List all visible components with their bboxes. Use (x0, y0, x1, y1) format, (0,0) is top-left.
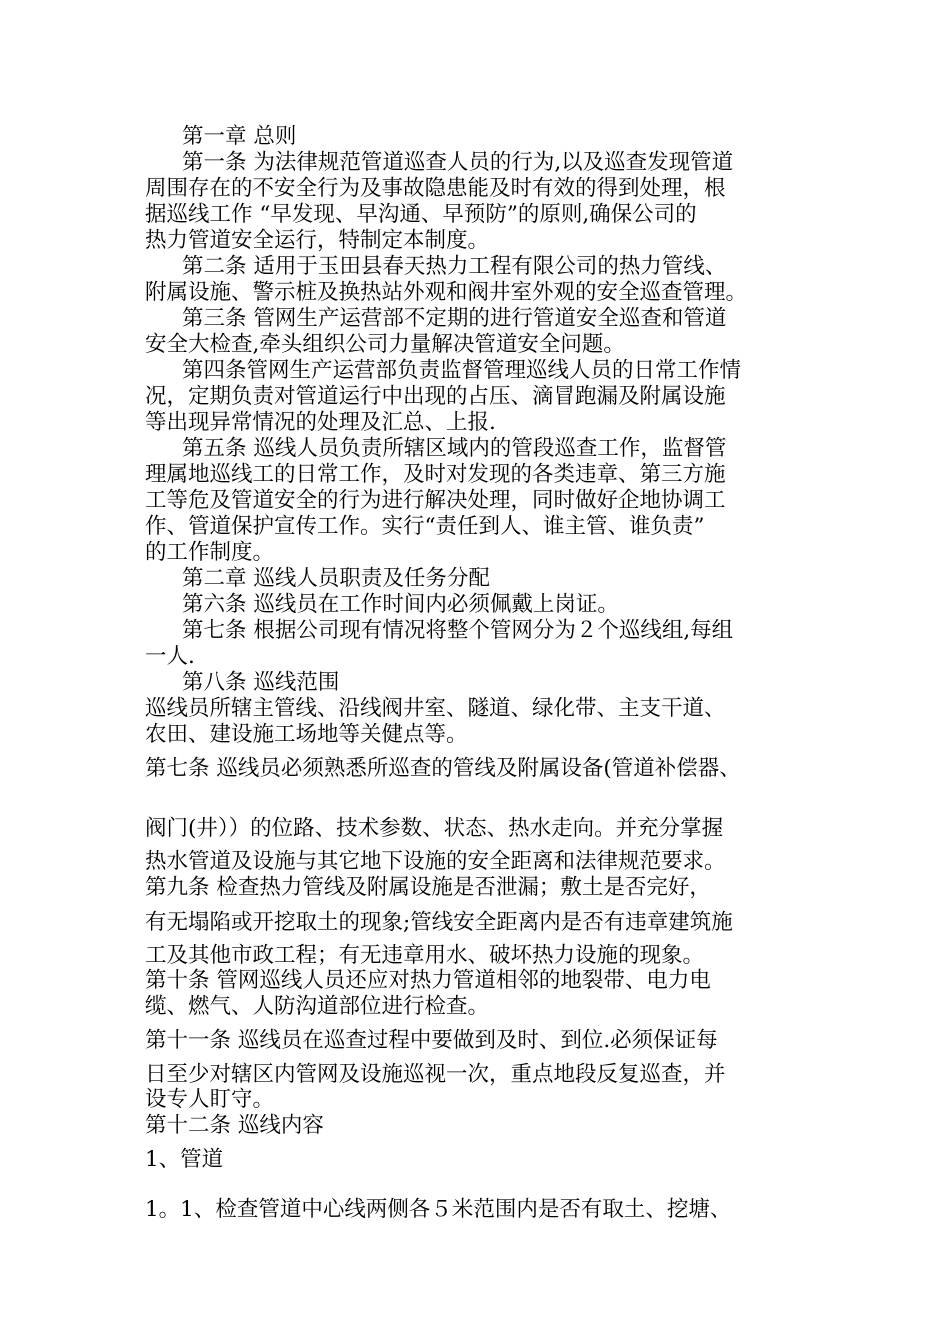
text-line: 第九条 检查热力管线及附属设施是否泄漏；敷土是否完好， (145, 875, 711, 900)
chapter-1-heading: 第一章 总则 (182, 124, 297, 149)
text-line: 理属地巡线工的日常工作，及时对发现的各类违章、第三方施 (145, 462, 726, 487)
text-line: 1、管道 (145, 1147, 224, 1172)
text-line: 第六条 巡线员在工作时间内必须佩戴上岗证。 (182, 592, 619, 617)
text-line: 安全大检查,牵头组织公司力量解决管道安全问题。 (145, 332, 625, 357)
text-line: 况，定期负责对管道运行中出现的占压、滴冒跑漏及附属设施 (145, 384, 726, 409)
text-line: 有无塌陷或开挖取土的现象;管线安全距离内是否有违章建筑施 (145, 910, 733, 935)
text-line: 的工作制度。 (145, 540, 275, 565)
text-line: 据巡线工作 “早发现、早沟通、早预防”的原则,确保公司的 (145, 202, 697, 227)
text-line: 第一条 为法律规范管道巡查人员的行为,以及巡查发现管道 (182, 150, 734, 175)
text-line: 农田、建设施工场地等关健点等。 (145, 722, 468, 747)
text-line: 第八条 巡线范围 (182, 670, 340, 695)
text-line: 等出现异常情况的处理及汇总、上报. (145, 410, 496, 435)
text-line: 第三条 管网生产运营部不定期的进行管道安全巡查和管道 (182, 306, 727, 331)
text-line: 第七条 巡线员必须熟悉所巡查的管线及附属设备(管道补偿器、 (145, 756, 741, 781)
text-line: 第二条 适用于玉田县春天热力工程有限公司的热力管线、 (182, 254, 727, 279)
text-line: 设专人盯守。 (145, 1087, 275, 1112)
text-line: 热力管道安全运行，特制定本制度。 (145, 228, 490, 253)
text-line: 第七条 根据公司现有情况将整个管网分为２个巡线组,每组 (182, 618, 734, 643)
text-line: 工及其他市政工程；有无违章用水、破坏热力设施的现象。 (145, 943, 705, 968)
chapter-2-heading: 第二章 巡线人员职责及任务分配 (182, 566, 490, 591)
text-line: 热水管道及设施与其它地下设施的安全距离和法律规范要求。 (145, 849, 726, 874)
text-line: 第五条 巡线人员负责所辖区域内的管段巡查工作，监督管 (182, 436, 727, 461)
text-line: 作、管道保护宣传工作。实行“责任到人、谁主管、谁负责” (145, 514, 705, 539)
text-line: 缆、燃气、人防沟道部位进行检查。 (145, 994, 490, 1019)
text-line: 一人. (145, 644, 195, 669)
text-line: 第十条 管网巡线人员还应对热力管道相邻的地裂带、电力电 (145, 968, 711, 993)
text-line: 第十二条 巡线内容 (145, 1113, 324, 1138)
text-line: 周围存在的不安全行为及事故隐患能及时有效的得到处理，根 (145, 176, 726, 201)
text-line: 巡线员所辖主管线、沿线阀井室、隧道、绿化带、主支干道、 (145, 696, 726, 721)
text-line: 阀门(井））的位路、技术参数、状态、热水走向。并充分掌握 (145, 816, 724, 841)
text-line: 工等危及管道安全的行为进行解决处理，同时做好企地协调工 (145, 488, 726, 513)
text-line: 附属设施、警示桩及换热站外观和阀井室外观的安全巡查管理。 (145, 280, 748, 305)
text-line: 日至少对辖区内管网及设施巡视一次，重点地段反复巡查，并 (145, 1062, 726, 1087)
text-line: 第十一条 巡线员在巡查过程中要做到及时、到位.必须保证每 (145, 1028, 718, 1053)
text-line: 第四条管网生产运营部负责监督管理巡线人员的日常工作情 (182, 358, 742, 383)
text-line: 1。1、检查管道中心线两侧各５米范围内是否有取土、挖塘、 (145, 1197, 732, 1222)
